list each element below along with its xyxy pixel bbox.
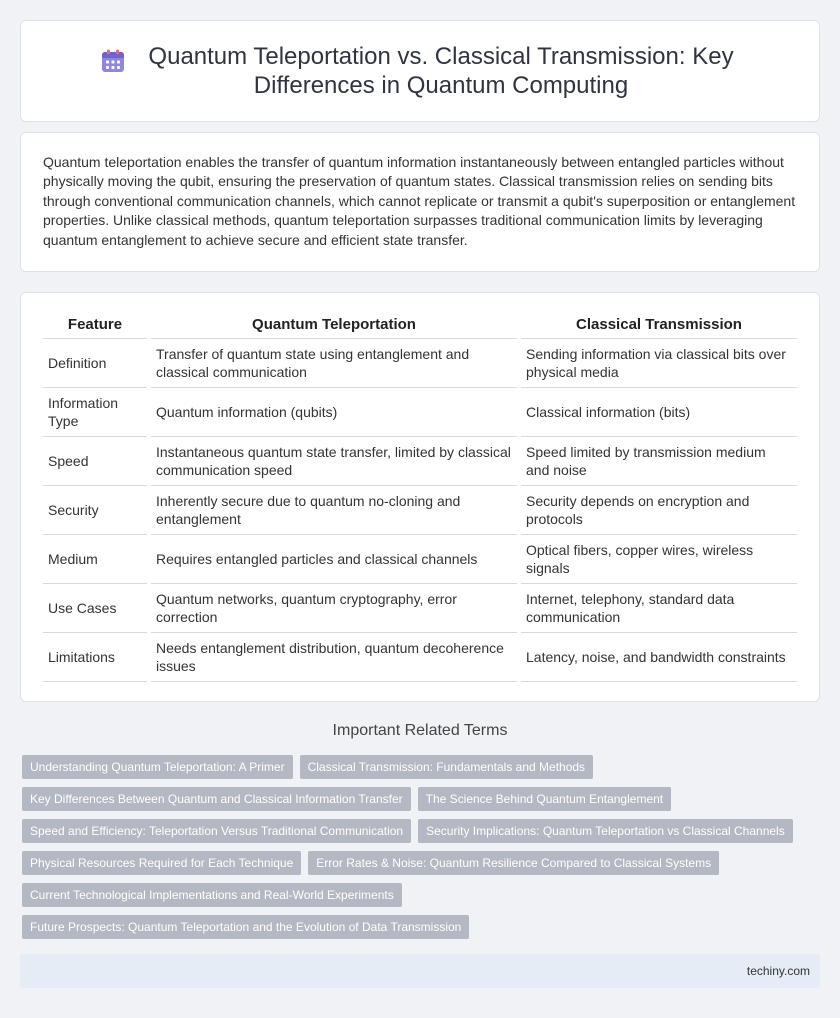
table-row [43,486,797,535]
related-term-tag[interactable]: Classical Transmission: Fundamentals and Methods [300,755,593,779]
classical-cell: Sending information via classical bits over physical media [521,339,797,388]
quantum-cell: Needs entanglement distribution, quantum decoherence issues [151,633,517,682]
classical-cell: Optical fibers, copper wires, wireless signals [521,535,797,584]
table-row [43,535,797,584]
feature-cell: Information Type [43,388,147,437]
comparison-table-card [20,292,820,702]
header-quantum-teleportation: Quantum Teleportation [151,313,517,339]
feature-cell: Definition [43,339,147,388]
table-row [43,584,797,633]
feature-cell: Limitations [43,633,147,682]
classical-cell: Speed limited by transmission medium and noise [521,437,797,486]
calendar-icon [100,48,126,74]
related-term-tag[interactable]: Physical Resources Required for Each Technique [22,851,301,875]
classical-cell: Security depends on encryption and protocols [521,486,797,535]
footer [20,954,820,988]
comparison-table [39,313,801,682]
quantum-cell: Instantaneous quantum state transfer, limited by classical communication speed [151,437,517,486]
table-header-row [43,313,797,339]
quantum-cell: Requires entangled particles and classical channels [151,535,517,584]
header-classical-transmission: Classical Transmission [521,313,797,339]
related-terms-title: Important Related Terms [332,722,508,739]
header-feature: Feature [43,313,147,339]
quantum-cell: Inherently secure due to quantum no-cloning and entanglement [151,486,517,535]
intro-paragraph: Quantum teleportation enables the transfer of quantum information instantaneously between entangled particles without physically moving the qubit, ensuring the preservation of quantum states. Classical transmission relies on sending bits through conventional communication channels, which cannot replicate or transmit a qubit's superposition or entanglement properties. Unlike classical methods, quantum teleportation surpasses traditional communication limits by leveraging quantum entanglement to achieve secure and efficient state transfer. [43,154,796,248]
table-row [43,388,797,437]
feature-cell: Medium [43,535,147,584]
related-term-tag[interactable]: Understanding Quantum Teleportation: A Primer [22,755,293,779]
related-term-tag[interactable]: Security Implications: Quantum Teleportation vs Classical Channels [418,819,793,843]
classical-cell: Classical information (bits) [521,388,797,437]
related-terms-list [22,755,822,939]
related-term-tag[interactable]: Key Differences Between Quantum and Classical Information Transfer [22,787,411,811]
feature-cell: Security [43,486,147,535]
table-row [43,437,797,486]
related-term-tag[interactable]: Future Prospects: Quantum Teleportation and the Evolution of Data Transmission [22,915,469,939]
classical-cell: Latency, noise, and bandwidth constraints [521,633,797,682]
feature-cell: Speed [43,437,147,486]
classical-cell: Internet, telephony, standard data communication [521,584,797,633]
header-card [20,20,820,122]
related-term-tag[interactable]: Speed and Efficiency: Teleportation Versus Traditional Communication [22,819,411,843]
related-term-tag[interactable]: Error Rates & Noise: Quantum Resilience Compared to Classical Systems [308,851,719,875]
page-title: Quantum Teleportation vs. Classical Transmission: Key Differences in Quantum Computing [148,43,734,99]
table-row [43,633,797,682]
intro-card [20,132,820,272]
related-term-tag[interactable]: The Science Behind Quantum Entanglement [418,787,671,811]
quantum-cell: Quantum information (qubits) [151,388,517,437]
quantum-cell: Quantum networks, quantum cryptography, error correction [151,584,517,633]
footer-site-link[interactable]: techiny.com [746,964,810,978]
table-row [43,339,797,388]
feature-cell: Use Cases [43,584,147,633]
related-term-tag[interactable]: Current Technological Implementations and Real-World Experiments [22,883,402,907]
quantum-cell: Transfer of quantum state using entanglement and classical communication [151,339,517,388]
